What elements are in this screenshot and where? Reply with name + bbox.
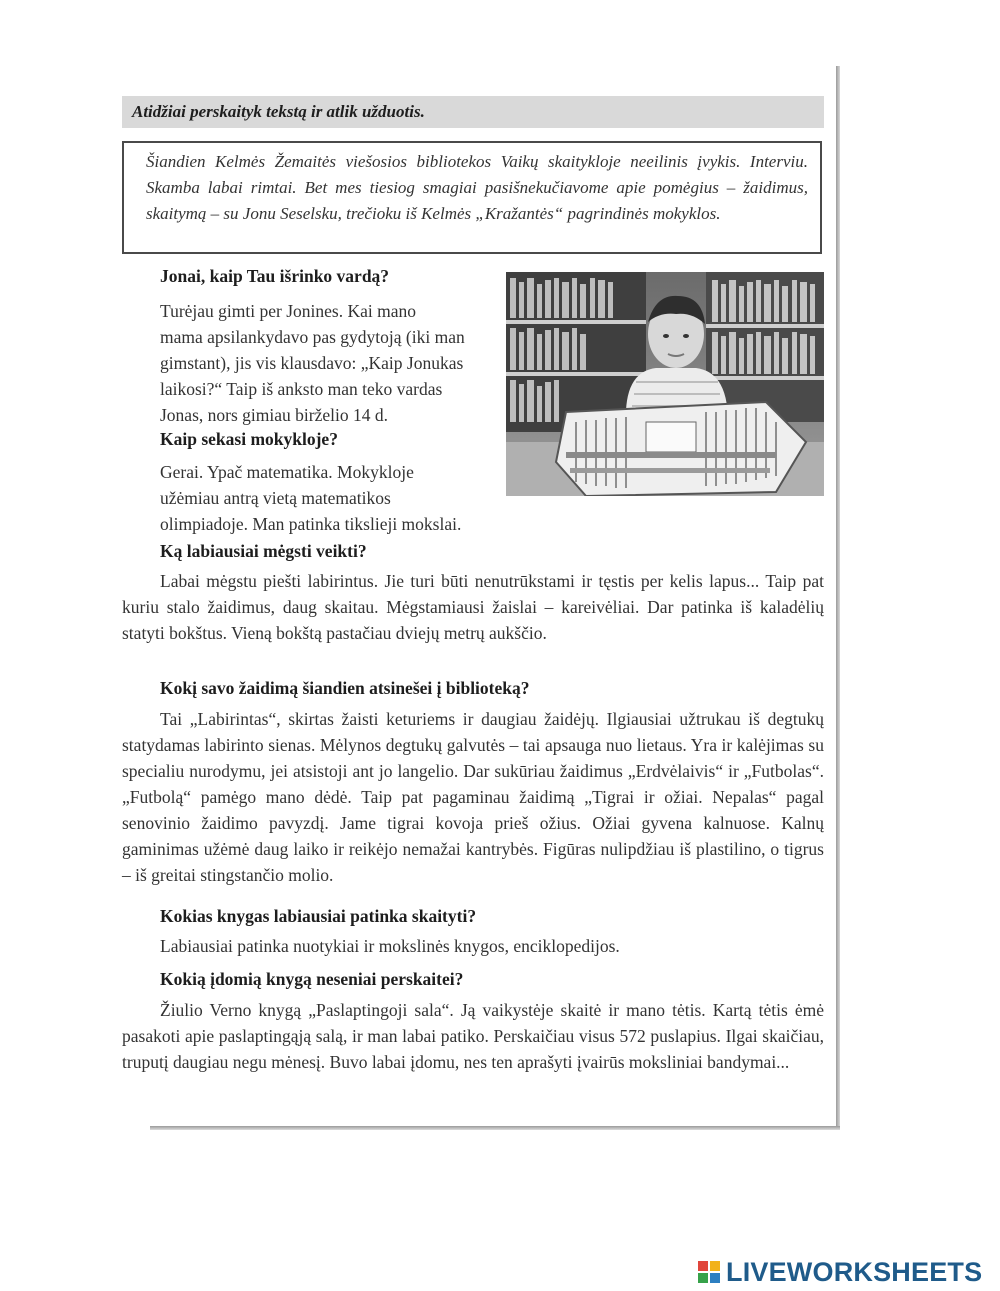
answer-2-line: užėmiau antrą vietą matematikos xyxy=(160,488,391,508)
answer-1-line: laikosi?“ Taip iš anksto man teko vardas xyxy=(160,379,443,399)
qa-block-2 xyxy=(160,426,824,452)
question-5: Kokias knygas labiausiai patinka skaityti? xyxy=(160,906,477,926)
answer-1-line: Jonas, nors gimiau birželio 14 d. xyxy=(160,405,388,425)
instruction-bar xyxy=(122,96,824,128)
question-4: Kokį savo žaidimą šiandien atsinešei į biblioteką? xyxy=(160,678,530,698)
photo-illustration xyxy=(506,272,824,496)
question-2: Kaip sekasi mokykloje? xyxy=(160,429,338,449)
logo-squares-icon xyxy=(698,1261,720,1283)
answer-2-line: olimpiadoje. Man patinka tikslieji mokslai. xyxy=(160,514,462,534)
answer-1 xyxy=(160,298,510,428)
boy-with-game-photo xyxy=(506,272,824,496)
answer-6: Žiulio Verno knygą „Paslaptingoji sala“. Ją vaikystėje skaitė ir mano tėtis. Kartą tėtis ėmė pasakoti apie paslaptingąją salą, ir man labai patiko. Perskaičiau visus 572 puslapius. Ilgai skaičiau, truputį daugiau negu mėnesį. Buvo labai įdomu, nes ten aprašyti įvairūs moksliniai bandymai... xyxy=(122,1000,824,1072)
qa-block-5 xyxy=(160,903,824,929)
liveworksheets-logo[interactable] xyxy=(698,1258,982,1286)
qa-block-1 xyxy=(160,263,824,289)
intro-box: Šiandien Kelmės Žemaitės viešosios bibliotekos Vaikų skaitykloje neeilinis įvykis. Interviu. Skamba labai rimtai. Bet mes tiesiog smagiai pasišnekučiavome apie pomėgius – žaidimus, skaitymą – su Jonu Seselsku, trečioku iš Kelmės „Kražantės“ pagrindinės mokyklos. xyxy=(122,141,822,254)
answer-2-line: Gerai. Ypač matematika. Mokykloje xyxy=(160,462,414,482)
answer-4: Tai „Labirintas“, skirtas žaisti keturiems ir daugiau žaidėjų. Ilgiausiai užtrukau iš degtukų statydamas labirinto sienas. Mėlynos degtukų galvutės – tai apsauga nuo lietaus. Yra ir kalėjimas su specialiu nurodymu, jei atsistoji ant jo langelio. Dar sukūriau žaidimus „Erdvėlaivis“ ir „Futbolas“. „Futbolą“ pamėgo mano dėdė. Taip pat pagaminau žaidimą „Tigrai ir ožiai. Nepalas“ pagal senovinio žaidimo pavyzdį. Jame tigrai kovoja prieš ožius. Ožiai gyvena kalnuose. Kalnų gaminimas užėmė daug laiko ir reikėjo nemažai kantrybės. Figūras nulipdžiau iš plastilino, o tigrus – iš greitai stingstančio molio. xyxy=(122,709,824,885)
question-1: Jonai, kaip Tau išrinko vardą? xyxy=(160,266,390,286)
qa-block-6 xyxy=(160,966,824,992)
answer-5: Labiausiai patinka nuotykiai ir mokslinės knygos, enciklopedijos. xyxy=(160,936,620,956)
bookshelf-left xyxy=(506,272,646,432)
page-shadow-bottom xyxy=(150,1126,840,1130)
question-6: Kokią įdomią knygą neseniai perskaitei? xyxy=(160,969,464,989)
answer-3: Labai mėgstu piešti labirintus. Jie turi būti nenutrūkstami ir tęstis per kelis lapus... Taip pat kuriu stalo žaidimus, daug skaitau. Mėgstamiausi žaislai – kareivėliai. Dar patinka iš kaladėlių statyti bokštus. Vieną bokštą pastačiau dviejų metrų aukščio. xyxy=(122,571,824,643)
answer-2 xyxy=(160,459,510,537)
page-shadow-right xyxy=(836,66,840,1130)
logo-text: LIVEWORKSHEETS xyxy=(726,1256,983,1287)
instruction-text: Atidžiai perskaityk tekstą ir atlik užduotis. xyxy=(132,102,425,121)
answer-1-line: mama apsilankydavo pas gydytoją (iki man xyxy=(160,327,465,347)
answer-1-line: Turėjau gimti per Jonines. Kai mano xyxy=(160,301,416,321)
qa-block-3 xyxy=(160,538,824,564)
answer-1-line: gimstant), jis vis klausdavo: „Kaip Jonukas xyxy=(160,353,464,373)
qa-block-4 xyxy=(160,675,824,701)
question-3: Ką labiausiai mėgsti veikti? xyxy=(160,541,367,561)
